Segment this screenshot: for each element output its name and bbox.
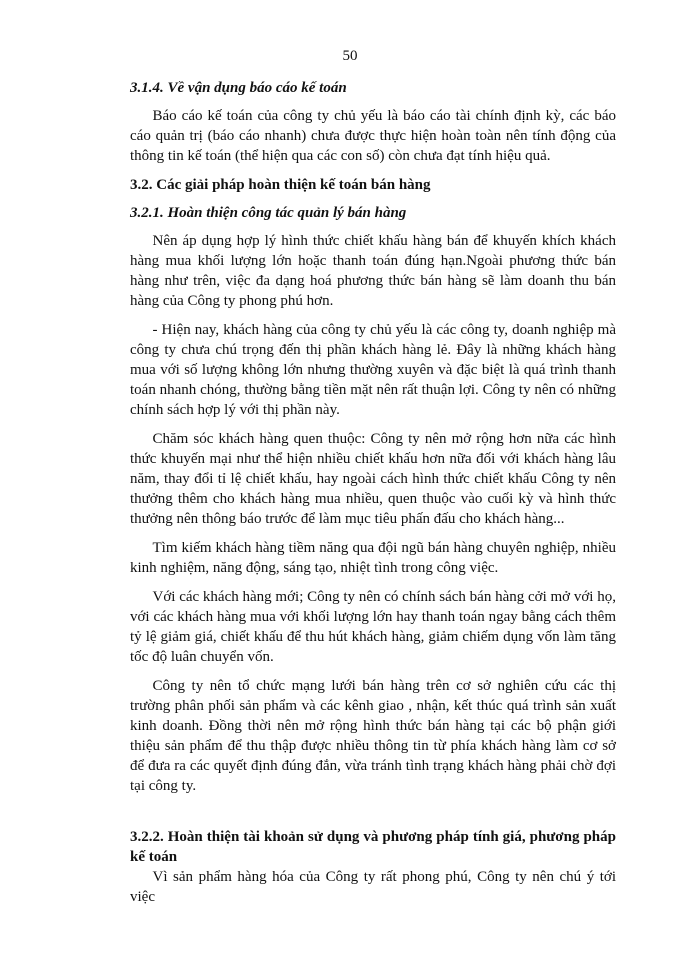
paragraph-3-2-1-discount: Nên áp dụng hợp lý hình thức chiết khấu hàng bán để khuyến khích khách hàng mua khối lượng lớn hoặc thanh toán đúng hạn.Ngoài phương thức bán hàng như trên, việc đa dạng hoá phương thức bán hàng sẽ làm doanh thu bán hàng của Công ty phong phú hơn.: [130, 233, 616, 309]
heading-3-2-1: 3.2.1. Hoàn thiện công tác quản lý bán hàng: [130, 205, 407, 221]
paragraph-3-1-4: Báo cáo kế toán của công ty chủ yếu là báo cáo tài chính định kỳ, các báo cáo quản trị (báo cáo nhanh) chưa được thực hiện hoàn toàn nên tính động của thông tin kế toán (thể hiện qua các con số) còn chưa đạt tính hiệu quả.: [130, 108, 616, 164]
heading-3-1-4: 3.1.4. Về vận dụng báo cáo kế toán: [130, 80, 347, 96]
paragraph-3-2-1-loyal-customers: Chăm sóc khách hàng quen thuộc: Công ty nên mở rộng hơn nữa các hình thức khuyến mại như thể hiện nhiều chiết khấu hơn nữa đối với khách hàng lâu năm, thay đổi tỉ lệ chiết khấu, hay ngoài cách hình thức chiết khấu Công ty nên thưởng thêm cho khách hàng mua nhiều, quen thuộc vào cuối kỳ và hình thức thưởng nên thông báo trước để làm mục tiêu phấn đấu cho khách hàng...: [130, 431, 616, 527]
paragraph-3-2-1-sales-network: Công ty nên tổ chức mạng lưới bán hàng trên cơ sở nghiên cứu các thị trường phân phối sản phẩm và các kênh giao , nhận, kết thúc quá trình sản xuất kinh doanh. Đồng thời nên mở rộng hình thức bán hàng tại các bộ phận giới thiệu sản phẩm để thu thập được nhiều thông tin từ phía khách hàng làm cơ sở để đưa ra các quyết định đúng đắn, vừa tránh tình trạng khách hàng phải chờ đợi tại công ty.: [130, 678, 616, 794]
page-number: 50: [342, 48, 358, 64]
heading-3-2: 3.2. Các giải pháp hoàn thiện kế toán bán hàng: [130, 177, 431, 193]
paragraph-3-2-1-potential-customers: Tìm kiếm khách hàng tiềm năng qua đội ngũ bán hàng chuyên nghiệp, nhiều kinh nghiệm, năng động, sáng tạo, nhiệt tình trong công việc.: [130, 540, 616, 576]
page-content: [130, 78, 616, 916]
section-spacer: [130, 805, 616, 827]
paragraph-3-2-1-customers: - Hiện nay, khách hàng của công ty chủ yếu là các công ty, doanh nghiệp mà công ty chưa chú trọng đến thị phần khách hàng lẻ. Đây là những khách hàng mua với số lượng không lớn nhưng thường xuyên và đặc biệt là quá trình thanh toán nhanh chóng, thường bằng tiền mặt nên rất thuận lợi. Công ty nên có những chính sách hợp lý với thị phần này.: [130, 322, 616, 418]
paragraph-3-2-1-new-customers: Với các khách hàng mới; Công ty nên có chính sách bán hàng cởi mở với họ, với các khách hàng mua với khối lượng lớn hay thanh toán ngay bằng cách thêm tỷ lệ giảm giá, chiết khấu để thu hút khách hàng, giảm chiếm dụng vốn làm tăng tốc độ luân chuyển vốn.: [130, 589, 616, 665]
heading-3-2-2: 3.2.2. Hoàn thiện tài khoản sử dụng và phương pháp tính giá, phương pháp kế toán: [130, 829, 616, 865]
paragraph-3-2-2: Vì sản phẩm hàng hóa của Công ty rất phong phú, Công ty nên chú ý tới việc: [130, 869, 616, 905]
